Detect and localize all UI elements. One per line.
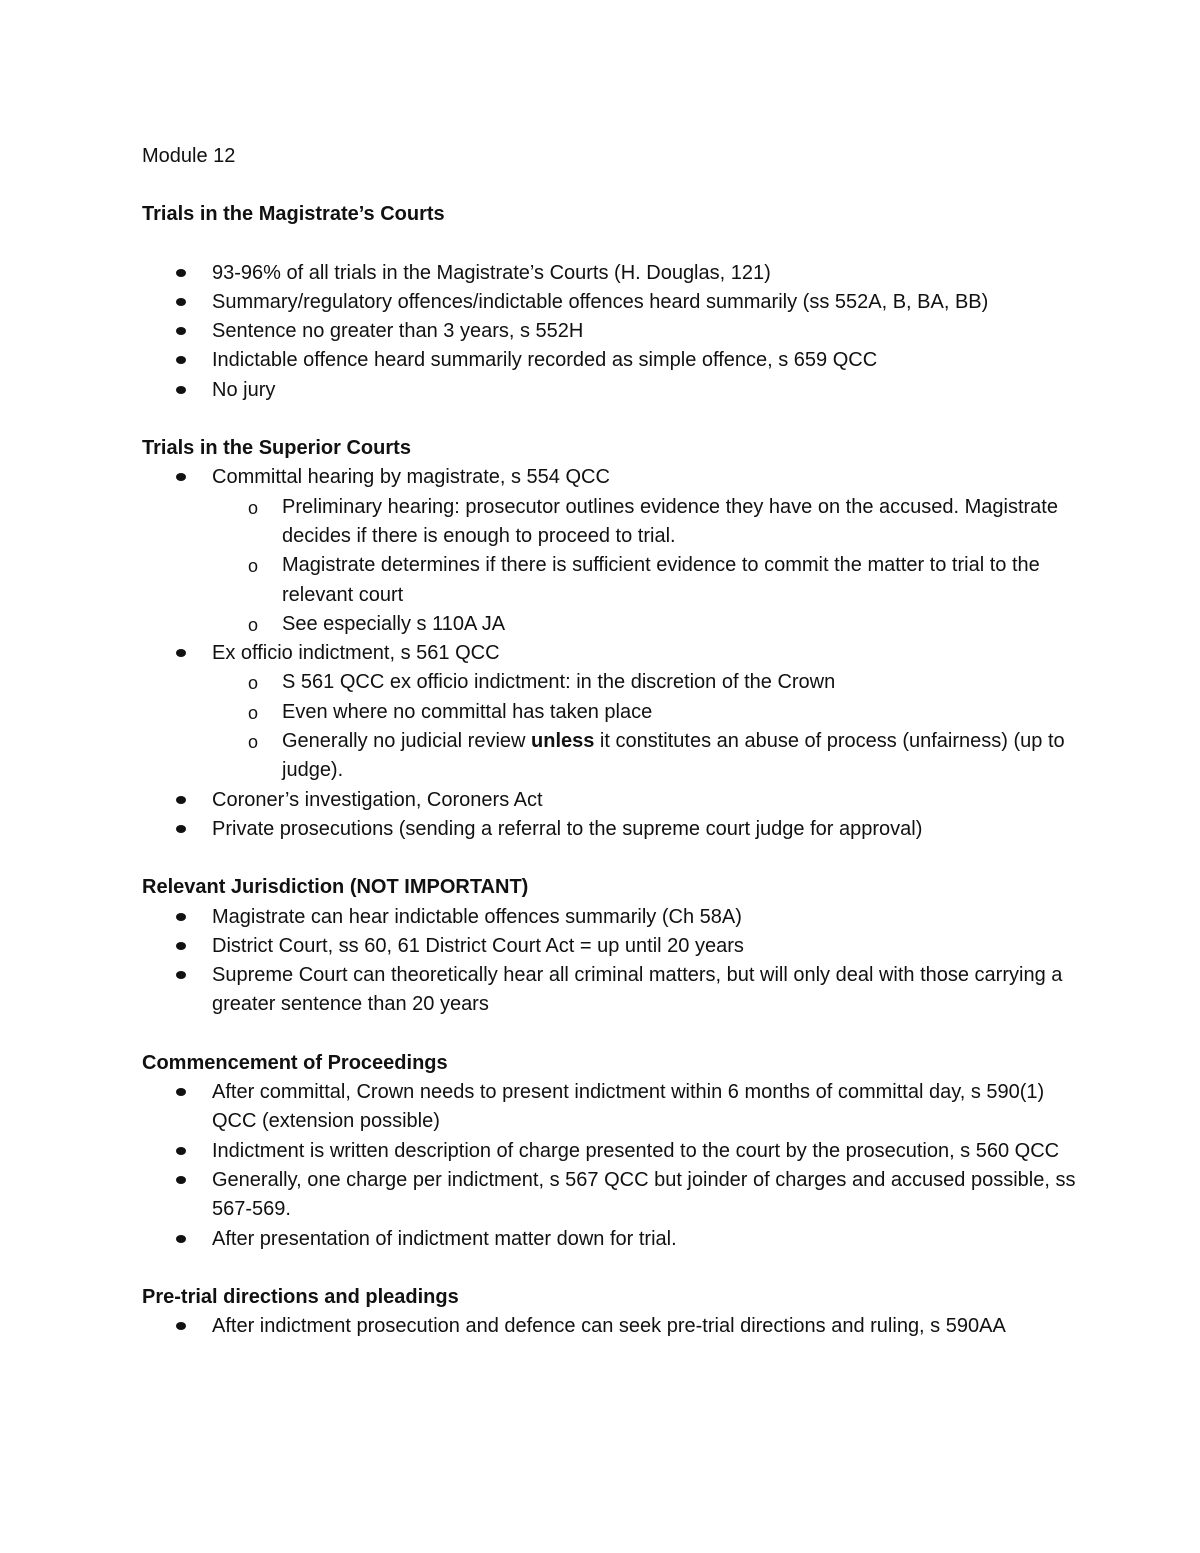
bullet-icon: [176, 269, 186, 277]
list-item: Indictment is written description of charge presented to the court by the prosecution, s 560 QCC: [142, 1137, 1082, 1166]
list-item: After presentation of indictment matter down for trial.: [142, 1225, 1082, 1254]
bullet-list: [142, 903, 1082, 1020]
sub-list-item: o Magistrate determines if there is sufficient evidence to commit the matter to trial to the relevant court: [212, 551, 1082, 610]
hollow-bullet-icon: o: [248, 673, 259, 694]
bullet-icon: [176, 649, 186, 657]
bullet-icon: [176, 1088, 186, 1096]
bullet-icon: [176, 356, 186, 364]
bullet-icon: [176, 327, 186, 335]
hollow-bullet-icon: o: [248, 732, 259, 753]
bullet-icon: [176, 1147, 186, 1155]
bullet-icon: [176, 825, 186, 833]
list-item: Ex officio indictment, s 561 QCC o S 561 QCC ex officio indictment: in the discretion of the Crown o Even where no committal has taken place o Generally no judicial review unless it constitutes an abuse of process (unfairness) (up to judge).: [142, 639, 1082, 785]
bullet-icon: [176, 913, 186, 921]
bullet-list: [142, 463, 1082, 844]
section-heading: Pre-trial directions and pleadings: [142, 1285, 459, 1308]
bullet-icon: [176, 386, 186, 394]
list-item: Coroner’s investigation, Coroners Act: [142, 786, 1082, 815]
sub-list-item: o Generally no judicial review unless it constitutes an abuse of process (unfairness) (up to judge).: [212, 727, 1082, 786]
hollow-bullet-icon: o: [248, 702, 259, 723]
section-heading: Trials in the Magistrate’s Courts: [142, 203, 445, 226]
list-item: Magistrate can hear indictable offences summarily (Ch 58A): [142, 903, 1082, 932]
list-item: Summary/regulatory offences/indictable offences heard summarily (ss 552A, B, BA, BB): [142, 288, 1082, 317]
section-relevant-jurisdiction: [142, 873, 1082, 1019]
bullet-icon: [176, 1322, 186, 1330]
list-item: 93-96% of all trials in the Magistrate’s Courts (H. Douglas, 121): [142, 259, 1082, 288]
bullet-icon: [176, 796, 186, 804]
section-heading: Commencement of Proceedings: [142, 1051, 448, 1074]
section-superior-courts: [142, 434, 1082, 844]
bullet-icon: [176, 942, 186, 950]
list-item: Supreme Court can theoretically hear all criminal matters, but will only deal with those carrying a greater sentence than 20 years: [142, 961, 1082, 1020]
list-item: After indictment prosecution and defence can seek pre-trial directions and ruling, s 590AA: [142, 1312, 1082, 1341]
hollow-bullet-icon: o: [248, 614, 259, 635]
sub-list: [212, 668, 1082, 785]
document-title: Module 12: [142, 145, 236, 167]
bullet-list: [142, 1312, 1082, 1341]
bullet-icon: [176, 1176, 186, 1184]
bullet-icon: [176, 1235, 186, 1243]
list-item: No jury: [142, 376, 1082, 405]
bullet-icon: [176, 473, 186, 481]
list-item: Committal hearing by magistrate, s 554 QCC o Preliminary hearing: prosecutor outlines evidence they have on the accused. Magistrate decides if there is enough to proceed to trial. o Magistrate determines if there is sufficient evidence to commit the matter to trial to the relevant court o See especially s 110A JA: [142, 463, 1082, 639]
document-page: [142, 142, 1082, 1341]
bullet-icon: [176, 298, 186, 306]
bullet-list: [142, 259, 1082, 405]
list-item: Generally, one charge per indictment, s 567 QCC but joinder of charges and accused possible, ss 567-569.: [142, 1166, 1082, 1225]
hollow-bullet-icon: o: [248, 497, 259, 518]
sub-list-item: o Even where no committal has taken place: [212, 698, 1082, 727]
list-item: After committal, Crown needs to present indictment within 6 months of committal day, s 590(1) QCC (extension possible): [142, 1078, 1082, 1137]
section-pre-trial-directions: [142, 1283, 1082, 1342]
section-heading: Trials in the Superior Courts: [142, 437, 411, 460]
sub-list-item: o S 561 QCC ex officio indictment: in the discretion of the Crown: [212, 668, 1082, 697]
hollow-bullet-icon: o: [248, 556, 259, 577]
list-item: District Court, ss 60, 61 District Court Act = up until 20 years: [142, 932, 1082, 961]
emphasis-unless: unless: [531, 730, 595, 753]
section-commencement-of-proceedings: [142, 1049, 1082, 1254]
sub-list-item: o See especially s 110A JA: [212, 610, 1082, 639]
section-magistrates-courts: [142, 200, 1082, 405]
bullet-list: [142, 1078, 1082, 1254]
list-item: Private prosecutions (sending a referral to the supreme court judge for approval): [142, 815, 1082, 844]
list-item: Indictable offence heard summarily recorded as simple offence, s 659 QCC: [142, 346, 1082, 375]
sub-list: [212, 493, 1082, 639]
bullet-icon: [176, 971, 186, 979]
section-heading: Relevant Jurisdiction (NOT IMPORTANT): [142, 876, 529, 899]
sub-list-item: o Preliminary hearing: prosecutor outlines evidence they have on the accused. Magistrate decides if there is enough to proceed to trial.: [212, 493, 1082, 552]
list-item: Sentence no greater than 3 years, s 552H: [142, 317, 1082, 346]
